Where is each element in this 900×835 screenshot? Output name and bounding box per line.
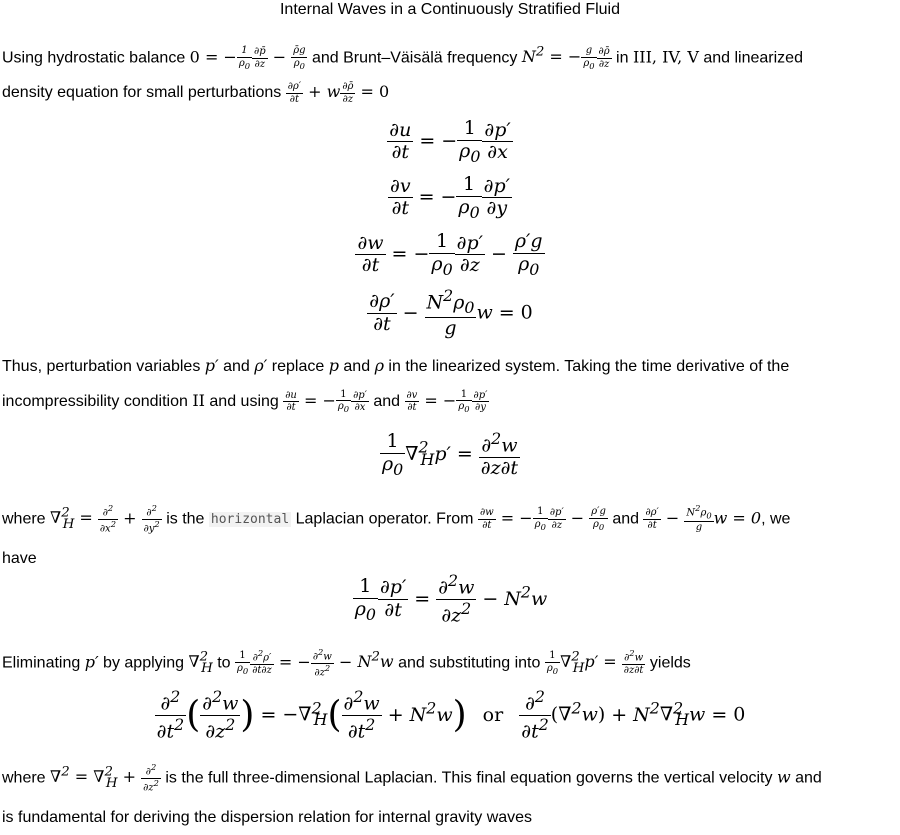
text-fragment: where (2, 769, 46, 787)
math-fraction: $\frac{\partial\rho'}{\partial t}$ (287, 81, 302, 105)
text-fragment: , we (761, 510, 791, 528)
text-fragment: and (373, 393, 401, 410)
text-fragment: Thus, perturbation variables (2, 358, 201, 375)
math-fraction: $\frac{\partial\rhō}{\partial z}$ (598, 46, 610, 70)
text-fragment: incompressibility condition (2, 393, 188, 410)
text-fragment: is the (166, 510, 205, 528)
math-fraction: $\frac{\partial p̄}{\partial z}$ (254, 46, 266, 70)
equation-pressure-time: $\frac{1}{\rho_0}$ $\frac{\partial p'}{\partial t}$ = $\frac{\partial^2w}{\partial z^2}$ − $N^2w$ (354, 571, 548, 627)
roman-numerals: III, IV, V (632, 47, 699, 67)
equation-v-momentum: $\frac{\partial v}{\partial t}$ = − $\frac{1}{\rho_0}$ $\frac{\partial p'}{\partial y}$ (390, 173, 510, 222)
text-fragment: have (2, 549, 37, 567)
text-fragment: density equation for small perturbations (2, 84, 282, 102)
text-fragment: and substituting into (398, 654, 541, 672)
text-fragment: and using (209, 393, 279, 410)
equation-density: $\frac{\partial\rho'}{\partial t}$ − $\frac{N^2\rho_0}{g}$ w = 0 (369, 286, 533, 340)
roman-numerals: II (192, 391, 205, 410)
math-fraction: $\frac{g}{\rho_0}$ (583, 45, 595, 71)
text-fragment: and (795, 769, 822, 787)
equation-final: $\frac{\partial^2}{\partial t^2}$ ( $\frac{\partial^2w}{\partial z^2}$ ) = −∇$^2_H$( $\frac{\partial^2w}{\partial t^2}$ + $N^2w$) or $\frac{\partial^2}{\partial t^2}$ $(\nabla^2w) + N^2\nabla^2_Hw = 0$ (156, 687, 746, 743)
text-fragment: to (217, 654, 231, 672)
text-fragment: Laplacian operator. From (295, 510, 474, 528)
math-inline: 0 = − (189, 47, 237, 67)
math-fraction: $\frac{\rhōg}{\rho_0}$ (293, 45, 306, 71)
paragraph-eliminating: Eliminating p′ by applying ∇$^2_H$ to $\frac{1}{\rho_0}$ $\frac{\partial^2\rho'}{\partial t\partial z}$ = − $\frac{\partial^2w}{\partial z^2}$ − $N^2w$ and substituting into $\frac{1}{\rho_0}$ ∇$^2_H$p′ = $\frac{\partial^2w}{\partial z\partial t}$ yields (2, 646, 691, 678)
text-fragment: yields (649, 654, 691, 672)
equation-w-momentum: $\frac{\partial w}{\partial t}$ = − $\frac{1}{\rho_0}$ $\frac{\partial p'}{\partial z}$ − $\frac{\rho'g}{\rho_0}$ (357, 230, 543, 279)
text-fragment: is the full three-dimensional Laplacian. This final equation governs the vertical velocity (165, 769, 773, 787)
equation-laplacian-pressure: $\frac{1}{\rho_0}$ ∇$^2_H$p′ = $\frac{\partial^2w}{\partial z\partial t}$ (381, 429, 519, 480)
text-fragment: in (616, 49, 629, 67)
text-fragment: and (612, 510, 640, 528)
text-fragment: by applying (103, 654, 184, 672)
text-fragment: and Brunt–Väisälä frequency (311, 49, 518, 67)
text-fragment: and linearized (703, 49, 803, 67)
math-inline: $N^2$ = − (521, 45, 582, 67)
math-fraction: $\frac{\partial\rhō}{\partial z}$ (342, 81, 354, 105)
page-title: Internal Waves in a Continuously Stratified Fluid (279, 1, 620, 18)
text-fragment: Eliminating (2, 654, 81, 672)
text-fragment: and (223, 358, 250, 375)
text-fragment: in the linearized system. Taking the time derivative of the (388, 358, 790, 375)
text-fragment: and (343, 358, 371, 375)
text-fragment: replace (271, 358, 325, 375)
paragraph-perturbation: Thus, perturbation variables p′ and ρ′ replace p and ρ in the linearized system. Taking the time derivative of the incompressibility condition II and using $\frac{\partial u}{\partial t}$ = − $\frac{1}{\rho_0}$ $\frac{\partial p'}{\partial x}$ and $\frac{\partial v}{\partial t}$ = − $\frac{1}{\rho_0}$ $\frac{\partial p'}{\partial y}$ (2, 356, 790, 415)
math-fraction: $\frac{1}{\rho_0}$ (238, 45, 251, 71)
paragraph-horizontal-laplacian: where ∇$^2_H$ = $\frac{\partial^2}{\partial x^2}$ + $\frac{\partial^2}{\partial y^2}$ is the horizontal Laplacian operator. From $\frac{\partial w}{\partial t}$ = − $\frac{1}{\rho_0}$ $\frac{\partial p'}{\partial z}$ − $\frac{\rho'g}{\rho_0}$ and $\frac{\partial\rho'}{\partial t}$ − $\frac{N^2\rho_0}{g}$ w = 0, we have (2, 502, 791, 567)
equation-u-momentum: $\frac{\partial u}{\partial t}$ = − $\frac{1}{\rho_0}$ $\frac{\partial p'}{\partial x}$ (389, 117, 511, 166)
text-fragment: is fundamental for deriving the dispersion relation for internal gravity waves (2, 808, 533, 826)
text-or: or (482, 703, 504, 726)
code-horizontal: horizontal (210, 512, 290, 528)
text-fragment: Using hydrostatic balance (2, 49, 186, 67)
text-fragment: where (2, 510, 46, 528)
paragraph-hydrostatic: Using hydrostatic balance 0 = − $\frac{1}{\rho_0}$ $\frac{\partial p̄}{\partial z}$ − $\frac{\rhōg}{\rho_0}$ and Brunt–Väisälä frequency $N^2$ = − $\frac{g}{\rho_0}$ $\frac{\partial\rhō}{\partial z}$ in III, IV, V and linearized density equation for small perturbations $\frac{\partial\rho'}{\partial t}$ + w $\frac{\partial\rhō}{\partial z}$ = 0 (2, 45, 803, 105)
paragraph-conclusion: where ∇$^2$ = ∇$^2_H$ + $\frac{\partial^2}{\partial z^2}$ is the full three-dimensional Laplacian. This final equation governs the vertical velocity w and is fundamental for deriving the dispersion relation for internal gravity waves (2, 761, 822, 826)
